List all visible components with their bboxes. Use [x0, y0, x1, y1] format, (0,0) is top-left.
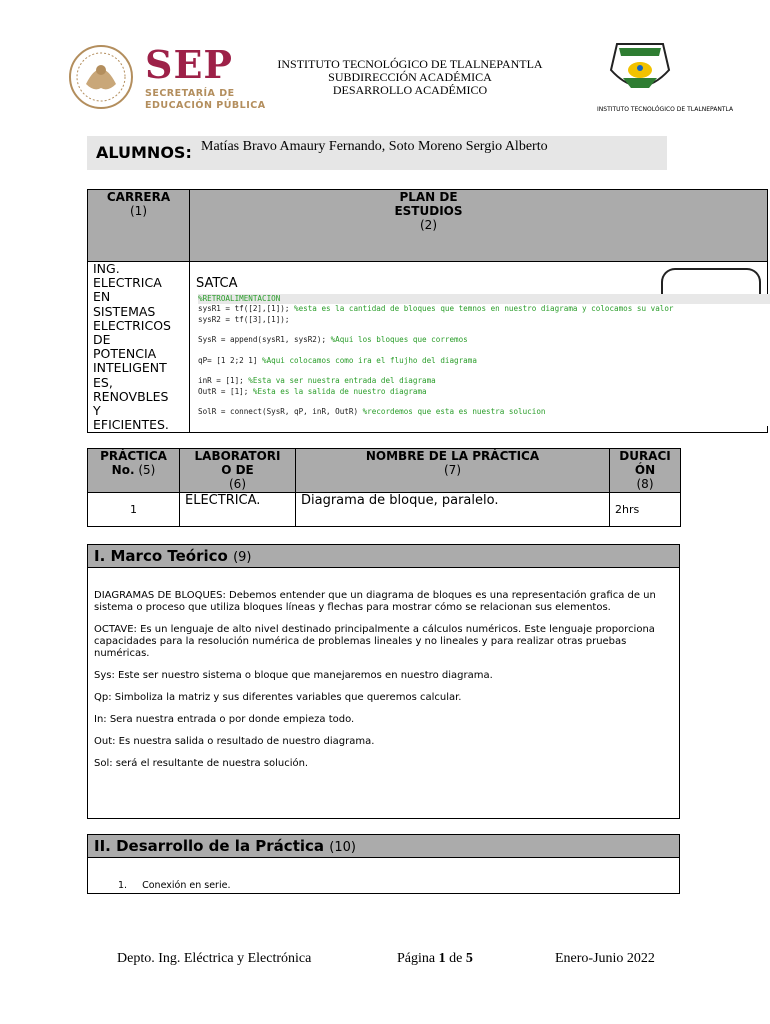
carrera-value-line: RENOVBLES [93, 388, 169, 404]
footer-page-de: de [449, 951, 463, 966]
carrera-header-cell [88, 190, 190, 262]
plan-header-line1: PLAN DE [399, 190, 458, 204]
practice-no-num: (5) [138, 463, 156, 477]
marco-paragraph: Out: Es nuestra salida o resultado de nuestro diagrama. [94, 736, 375, 747]
sep-logo-line1: SECRETARÍA DE [145, 88, 235, 99]
carrera-value-line: EFICIENTES. [93, 417, 169, 433]
carrera-value-line: ELECTRICA [93, 275, 162, 291]
name-num: (7) [444, 463, 461, 477]
code-line [198, 407, 770, 417]
carrera-value-line: DE [93, 332, 111, 348]
code-comment: %recordemos que esta es nuestra solucion [362, 407, 546, 417]
code-line [198, 397, 770, 407]
carrera-value-cell [88, 262, 190, 433]
code-comment: %Aqui colocamos como ira el flujho del diagrama [262, 355, 477, 365]
institute-line-2: SUBDIRECCIÓN ACADÉMICA [328, 70, 492, 84]
carrera-value-line: POTENCIA [93, 346, 157, 362]
marco-teorico-body [88, 568, 679, 770]
code-text: qP= [1 2;2 1] [198, 355, 263, 365]
sep-logo-line2: EDUCACIÓN PÚBLICA [145, 100, 266, 111]
code-line [198, 387, 770, 397]
carrera-value [93, 262, 189, 432]
code-comment: %esta es la cantidad de bloques que temnos en nuestro diagrama y colocamos su valor [294, 304, 674, 314]
code-line [198, 376, 770, 386]
desarrollo-list-item [118, 880, 230, 891]
code-line [198, 304, 770, 314]
practice-name-cell [296, 493, 610, 527]
practice-no-value: 1 [130, 503, 137, 516]
carrera-value-line: ES, [93, 374, 113, 390]
plan-header-cell [190, 190, 768, 262]
duration-cell [610, 493, 681, 527]
plan-header-line2: ESTUDIOS [394, 204, 463, 218]
code-text: inR = [1]; [198, 376, 249, 386]
code-line [198, 356, 770, 366]
plan-value-cell [190, 262, 768, 433]
code-line [198, 345, 770, 355]
footer-page [397, 951, 473, 967]
carrera-value-line: INTELIGENT [93, 360, 167, 376]
code-text: OutR = [1]; [198, 386, 253, 396]
practice-no-cell [88, 493, 180, 527]
desarrollo-section [87, 834, 680, 894]
lab-cell [180, 493, 296, 527]
marco-paragraph: OCTAVE: Es un lenguaje de alto nivel destinado principalmente a cálculos numéricos. Este lenguaje proporciona capacidades para la resolución numérica de problemas lineales y no lineales y para realizar otras pruebas numéricas. [94, 624, 655, 659]
list-item-marker: 1. [118, 880, 128, 891]
code-comment: %Aqui los bloques que corremos [330, 335, 468, 345]
code-comment: %Esta es la salida de nuestro diagrama [252, 386, 427, 396]
desarrollo-header [88, 835, 679, 858]
name-header-cell [296, 449, 610, 493]
carrera-value-line: SISTEMAS [93, 303, 156, 319]
carrera-value-line: ING. [93, 261, 120, 276]
itt-logo-caption: INSTITUTO TECNOLÓGICO DE TLALNEPANTLA [597, 106, 734, 113]
code-text: SolR = connect(SysR, qP, inR, OutR) [198, 407, 363, 417]
marco-teorico-header [88, 545, 679, 568]
duration-header-l2: ÓN [634, 463, 656, 477]
lab-header-cell [180, 449, 296, 493]
marco-teorico-section [87, 544, 680, 819]
footer-page-word: Página [397, 951, 436, 966]
code-block [196, 294, 770, 418]
footer-page-total: 5 [465, 951, 473, 966]
practice-no-header-l2: No. [111, 463, 135, 477]
carrera-value-line: Y [93, 403, 101, 419]
practice-no-header-l1: PRÁCTICA [100, 449, 167, 463]
practice-name-value: Diagrama de bloque, paralelo. [301, 493, 499, 508]
sep-emblem-logo [68, 44, 134, 110]
plan-value: SATCA [196, 276, 238, 291]
carrera-value-line: ELECTRICOS [93, 317, 171, 333]
code-comment: %Esta va ser nuestra entrada del diagrama [248, 376, 436, 386]
duration-value: 2hrs [615, 503, 640, 516]
code-text: sysR2 = tf([3],[1]); [198, 314, 290, 324]
practice-table [87, 448, 681, 527]
code-text: sysR1 = tf([2],[1]); [198, 304, 295, 314]
alumnos-value: Matías Bravo Amaury Fernando, Soto Moreno Sergio Alberto [201, 139, 548, 154]
practice-no-header-cell [88, 449, 180, 493]
code-line [198, 315, 770, 325]
plan-num: (2) [420, 218, 437, 232]
itt-logo [597, 40, 734, 113]
lab-header-l2: O DE [221, 463, 254, 477]
marco-paragraph: In: Sera nuestra entrada o por donde empieza todo. [94, 714, 355, 725]
sep-logo [145, 42, 266, 112]
marco-paragraph: Qp: Simboliza la matriz y sus diferentes variables que queremos calcular. [94, 692, 462, 703]
institute-header [250, 58, 570, 97]
marco-paragraph: Sys: Este ser nuestro sistema o bloque que manejaremos en nuestro diagrama. [94, 670, 493, 681]
marco-teorico-num: (9) [233, 550, 252, 565]
duration-header-l1: DURACI [619, 449, 671, 463]
footer-page-num: 1 [438, 951, 446, 966]
footer-period: Enero-Junio 2022 [555, 951, 655, 966]
lab-num: (6) [229, 477, 246, 491]
carrera-header: CARRERA [106, 190, 171, 204]
code-line [198, 335, 770, 345]
duration-num: (8) [636, 477, 654, 491]
code-line [198, 366, 770, 376]
stamp-image [661, 268, 761, 296]
institute-line-1: INSTITUTO TECNOLÓGICO DE TLALNEPANTLA [277, 57, 543, 71]
marco-paragraph: DIAGRAMAS DE BLOQUES: Debemos entender que un diagrama de bloques es una representación grafica de un sistema o proceso que utiliza bloques líneas y flechas para mostrar cómo se relacionan sus elementos. [94, 590, 656, 613]
footer-department: Depto. Ing. Eléctrica y Electrónica [117, 951, 312, 966]
code-line [198, 294, 770, 304]
lab-header-l1: LABORATORI [194, 449, 281, 463]
code-text: SysR = append(sysR1, sysR2); [198, 335, 331, 345]
marco-paragraph: Sol: será el resultante de nuestra solución. [94, 758, 309, 769]
sep-logo-big: SEP [145, 42, 233, 87]
name-header: NOMBRE DE LA PRÁCTICA [365, 449, 540, 463]
marco-teorico-title: I. Marco Teórico [94, 547, 228, 565]
list-item-text: Conexión en serie. [142, 880, 231, 891]
carrera-value-line: EN [93, 289, 111, 305]
code-screenshot [196, 294, 770, 426]
desarrollo-num: (10) [329, 840, 356, 855]
desarrollo-title: II. Desarrollo de la Práctica [94, 837, 325, 855]
code-line [198, 325, 770, 335]
career-table [87, 189, 768, 433]
institute-line-3: DESARROLLO ACADÉMICO [332, 83, 488, 97]
lab-value: ELECTRICA. [185, 493, 261, 508]
duration-header-cell [610, 449, 681, 493]
alumnos-label: ALUMNOS: [96, 143, 192, 162]
code-comment: %RETROALIMENTACION [198, 294, 281, 303]
carrera-num: (1) [130, 204, 147, 218]
